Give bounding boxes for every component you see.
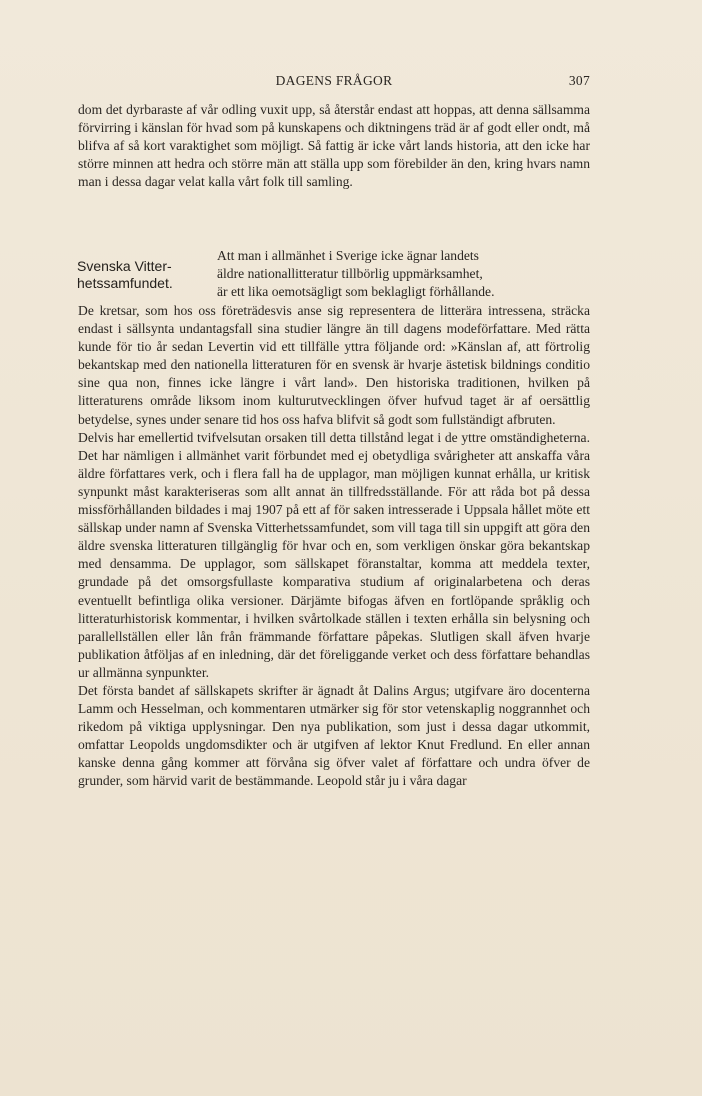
delvis-paragraph: Delvis har emellertid tvifvelsutan orsaken till detta tillstånd legat i de yttre omständigheterna. Det har nämligen i allmänhet varit förbundet med ej obetydliga svårigheter att anskaffa våra äldre författares verk, och i flera fall ha de upplagor, man möjligen kunnat erhålla, ur kritisk synpunkt måst karakteriseras som allt annat än tillfredsställande. För att råda bot på dessa missförhållanden bildades i maj 1907 på ett af för saken intresserade i Uppsala hållet möte ett sällskap under namn af Svenska Vitterhetssamfundet, som vill taga till sin uppgift att göra den äldre svenska litteraturen tillgänglig för hvar och en, som verkligen önskar göra bekantskap med densamma. De upplagor, som sällskapet föranstaltar, komma att meddela texter, grundade på det omsorgsfullaste komparativa studium af originalarbetena och deras eventuellt befintliga olika versioner. Därjämte bifogas äfven en fortlöpande språklig och litteraturhistorisk kommentar, i hvilken svårtolkade ställen i texten erhålla sin belysning och parallellställen eller lån från främmande författare påpekas. Slutligen skall äfven hvarje publikation åtföljas af en inledning, där det föreliggande verket och dess författare behandlas ur allmänna synpunkter. — [78, 429, 590, 680]
side-heading — [77, 258, 205, 292]
svenska-paragraph-opening — [217, 247, 590, 301]
page-number: 307 — [568, 73, 590, 88]
opening-paragraph: dom det dyrbaraste af vår odling vuxit upp, så återstår endast att hoppas, att denna sällsamma förvirring i känslan för hvad som på kunskapens och diktningens träd är af godt eller ondt, må blifva af så kort varaktighet som möjligt. Så fattig är icke vårt lands historia, att den icke har större minnen att hedra och större män att ställa upp som förebilder än den, kring hvars namn man i dessa dagar velat kalla vårt folk till samling. — [78, 102, 590, 190]
main-text-block — [78, 302, 590, 791]
svenska-paragraph-rest: De kretsar, som hos oss företrädesvis anse sig representera de litterära intressena, sträcka endast i sällsynta undantagsfall sina studier längre än till dagens modeförfattare. Med rätta kunde för tio år sedan Levertin vid ett tillfälle yttra följande ord: »Känslan af, att förtrolig bekantskap med den nationella litteraturen för en svensk är hvarje ästetisk bildnings conditio sine qua non, finnes icke längre i vårt land». Den historiska traditionen, hvilken på litteraturens område liksom inom kulturutvecklingen öfver hufvud taget är af oersättlig betydelse, synes under senare tid hos oss hafva blifvit så godt som fullständigt afbruten. — [78, 303, 590, 427]
running-head: DAGENS FRÅGOR — [275, 73, 393, 88]
svenska-line-3: är ett lika oemotsägligt som beklagligt förhållande. — [217, 284, 495, 300]
side-heading-line-1: Svenska Vitter- — [77, 258, 172, 274]
opening-paragraph-block — [78, 101, 590, 191]
svenska-line-2: äldre nationallitteratur tillbörlig uppmärksamhet, — [217, 266, 483, 282]
forsta-paragraph: Det första bandet af sällskapets skrifter är ägnadt åt Dalins Argus; utgifvare äro docenterna Lamm och Hesselman, och kommentaren utmärker sig för stor vetenskaplig noggrannhet och rikedom på viktiga upplysningar. Den nya publikation, som just i dessa dagar utkommit, omfattar Leopolds ungdomsdikter och är utgifven af lektor Knut Fredlund. En eller annan kanske denna gång kommer att förvåna sig öfver valet af författare och undra öfver de grunder, som härvid varit de bestämmande. Leopold står ju i våra dagar — [78, 682, 590, 789]
side-heading-line-2: hetssamfundet. — [77, 275, 173, 291]
page-header — [78, 73, 590, 93]
svenska-line-1: Att man i allmänhet i Sverige icke ägnar landets — [217, 248, 479, 263]
